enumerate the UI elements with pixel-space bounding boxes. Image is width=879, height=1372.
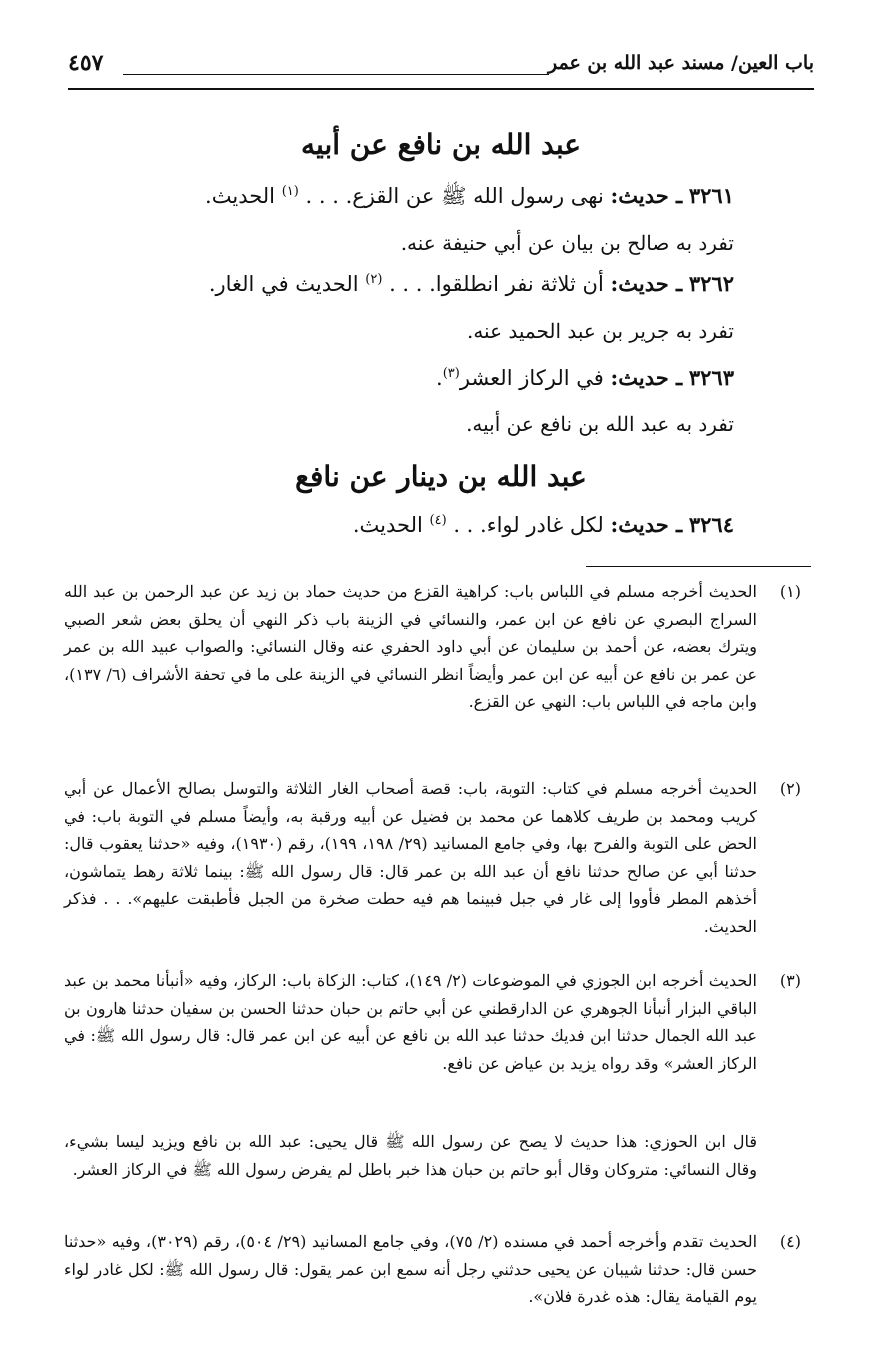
hadith-text: نهى رسول الله ﷺ عن القزع. . . . <box>305 184 604 208</box>
hadith-label: حديث: <box>610 512 669 537</box>
running-title: باب العين/ مسند عبد الله بن عمر <box>548 52 814 74</box>
page-number: ٤٥٧ <box>68 50 104 76</box>
footnote-text: الحديث أخرجه ابن الجوزي في الموضوعات (٢/ ١٤٩)، كتاب: الزكاة باب: الركاز، وفيه «أنبأنا محمد بن عبد الباقي البزار أنبأنا الجوهري عن الدارقطني عن أبي حاتم بن حبان حدثنا الحسن بن سفيان حدثنا هارون بن عبد الله الجمال حدثنا ابن فديك حدثنا عبد الله بن نافع عن أبيه عن ابن عمر قال: قال رسول الله ﷺ: في الركاز العشر» وقد رواه يزيد بن عياض عن نافع. <box>64 971 758 1073</box>
footnote-continuation <box>64 1128 799 1183</box>
footnote-ref[interactable]: (١) <box>281 184 299 199</box>
hadith-number: ٣٢٦١ <box>688 183 734 208</box>
hadith-entry: ٣٢٦٣ ـ حديث: في الركاز العشر$^{(٣)}$. <box>436 365 734 390</box>
hadith-text: أن ثلاثة نفر انطلقوا. . . . <box>389 272 604 296</box>
footnote-mark: (١) <box>779 582 801 601</box>
footnote-text: الحديث أخرجه مسلم في اللباس باب: كراهية القزع من حديث حماد بن زيد عن عبد الرحمن بن عبد الله السراج البصري عن نافع عن ابن عمر، والنسائي في الزينة باب ذكر النهي أن يحلق بعض شعر الصبي ويترك بعضه، عن أحمد بن سليمان عن أبي داود الحفري عنه وقال النسائي: والصواب عبيد الله بن عمر عن عمر بن نافع عن أبيه عن ابن عمر وأيضاً انظر النسائي في الزينة على ما في تحفة الأشراف (٦/ ١٣٧)، وابن ماجه في اللباس باب: النهي عن القزع. <box>64 582 758 712</box>
hadith-text-tail: الحديث في الغار. <box>208 272 359 296</box>
footnote <box>64 775 799 940</box>
hadith-text-tail: الحديث. <box>352 513 423 537</box>
hadith-number: ٣٢٦٣ <box>688 365 734 390</box>
footnote-text: قال ابن الحوزي: هذا حديث لا يصح عن رسول الله ﷺ قال يحيى: عبد الله بن نافع ويزيد ليسا بشيء، وقال النسائي: متروكان وقال أبو حاتم بن حبان هذا خبر باطل لم يفرض رسول الله ﷺ في الركاز العشر. <box>64 1132 757 1179</box>
footnote <box>64 1228 799 1311</box>
hadith-entry: ٣٢٦٢ ـ حديث: أن ثلاثة نفر انطلقوا. . . . $^{(٢)}$ الحديث في الغار. <box>208 271 734 296</box>
hadith-text-tail: . <box>436 366 443 390</box>
hadith-label: حديث: <box>610 183 669 208</box>
header-leader-line <box>123 74 549 75</box>
footnote-mark: (٢) <box>779 779 801 798</box>
footnote-text: الحديث تقدم وأخرجه أحمد في مسنده (٢/ ٧٥)، وفي جامع المسانيد (٢٩/ ٥٠٤)، رقم (٣٠٢٩)، وفيه «حدثنا حسن قال: حدثنا شيبان عن يحيى حدثني رجل أنه سمع ابن عمر يقول: قال رسول الله ﷺ: لكل غادر لواء يوم القيامة يقال: هذه غدرة فلان». <box>64 1232 758 1307</box>
hadith-label: حديث: <box>610 365 669 390</box>
hadith-note: تفرد به عبد الله بن نافع عن أبيه. <box>466 412 734 436</box>
footnote-mark: (٣) <box>779 971 801 990</box>
footnote-separator <box>586 566 811 567</box>
header-rule <box>68 88 814 90</box>
section-title: عبد الله بن دينار عن نافع <box>295 460 587 493</box>
footnote-mark: (٤) <box>779 1232 801 1251</box>
hadith-text: في الركاز العشر <box>459 366 604 390</box>
hadith-entry: ٣٢٦٤ ـ حديث: لكل غادر لواء. . . $^{(٤)}$ الحديث. <box>352 512 734 537</box>
section-title: عبد الله بن نافع عن أبيه <box>301 128 581 161</box>
hadith-number: ٣٢٦٢ <box>688 271 734 296</box>
hadith-note: تفرد به صالح بن بيان عن أبي حنيفة عنه. <box>400 231 734 255</box>
page-header <box>68 38 814 90</box>
hadith-text-tail: الحديث. <box>205 184 275 208</box>
hadith-text: لكل غادر لواء. . . <box>453 513 604 537</box>
hadith-entry: ٣٢٦١ ـ حديث: نهى رسول الله ﷺ عن القزع. . . . $^{(١)}$ الحديث. <box>205 183 734 208</box>
footnote <box>64 578 799 716</box>
footnote-ref[interactable]: (٢) <box>365 272 383 287</box>
footnote-text: الحديث أخرجه مسلم في كتاب: التوبة، باب: قصة أصحاب الغار الثلاثة والتوسل بصالح الأعمال عن أبي كريب ومحمد بن طريف كلاهما عن محمد بن فضيل عن أبيه ورقبة به، وأيضاً مسلم في التوبة باب: في الحض على التوبة والفرح بها، وفي جامع المسانيد (٢٩/ ١٩٨، ١٩٩)، رقم (١٩٣٠)، وفيه «حدثنا يعقوب قال: حدثنا أبي عن صالح حدثنا نافع أن عبد الله بن عمر قال: قال رسول الله ﷺ: بينما ثلاثة رهط يتماشون، أخذهم المطر فأووا إلى غار في جبل فبينما هم فيه حطت صخرة من الجبل فأطبقت عليهم». . . فذكر الحديث. <box>64 779 758 936</box>
footnote <box>64 967 799 1077</box>
hadith-label: حديث: <box>610 271 669 296</box>
hadith-number: ٣٢٦٤ <box>688 512 734 537</box>
footnote-ref[interactable]: (٤) <box>429 513 447 528</box>
footnote-ref[interactable]: (٣) <box>442 366 460 381</box>
hadith-note: تفرد به جرير بن عبد الحميد عنه. <box>466 319 734 343</box>
